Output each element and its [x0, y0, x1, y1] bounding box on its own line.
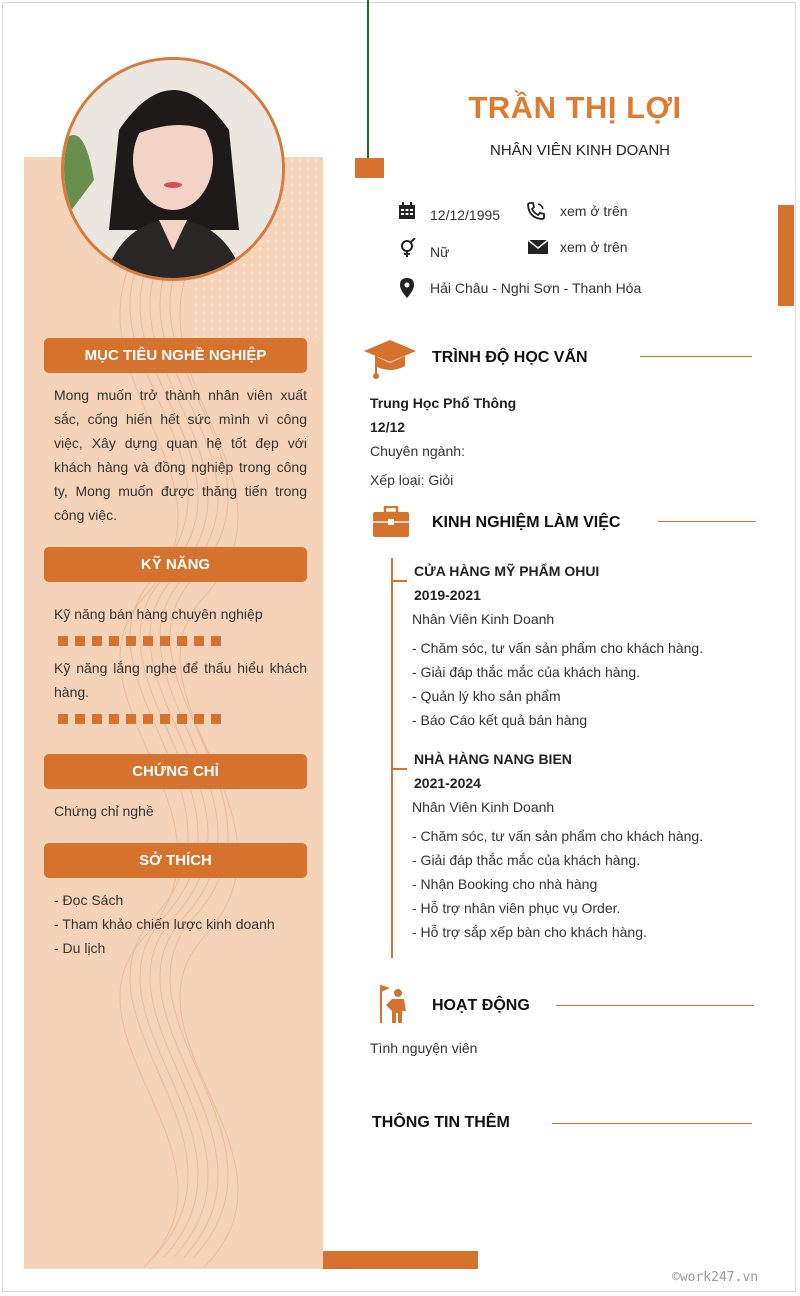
education-grade: Xếp loại: Giỏi [370, 472, 454, 488]
job-duty: - Báo Cáo kết quả bán hàng [412, 712, 588, 728]
certificates-heading: CHỨNG CHỈ [44, 754, 307, 789]
extra-info-heading: THÔNG TIN THÊM [372, 1114, 510, 1131]
job-duty: - Nhận Booking cho nhà hàng [412, 876, 598, 892]
education-major: Chuyên ngành: [370, 443, 465, 459]
timeline-line [391, 558, 393, 958]
experience-heading-line [658, 521, 756, 522]
activities-heading-line [556, 1005, 754, 1006]
education-heading-line [640, 356, 752, 357]
education-heading: TRÌNH ĐỘ HỌC VẤN [432, 349, 588, 366]
address-value: Hải Châu - Nghi Sơn - Thanh Hóa [430, 280, 642, 296]
certificates-text: Chứng chỉ nghề [54, 803, 154, 819]
job-duty: - Hỗ trợ sắp xếp bàn cho khách hàng. [412, 924, 647, 940]
timeline-tick [391, 580, 407, 582]
calendar-icon [398, 202, 416, 220]
hobbies-heading: SỞ THÍCH [44, 843, 307, 878]
top-divider-line [367, 0, 369, 160]
candidate-title: NHÂN VIÊN KINH DOANH [489, 142, 671, 159]
accent-square [355, 158, 384, 178]
accent-bottom-bar [323, 1251, 478, 1269]
job-duty: - Giải đáp thắc mắc của khách hàng. [412, 852, 641, 868]
accent-side-bar [778, 205, 794, 306]
skill-level-bar-1 [58, 633, 228, 643]
portrait-image [64, 60, 282, 278]
job-duty: - Chăm sóc, tư vấn sản phẩm cho khách hàng. [412, 828, 704, 844]
phone-value: xem ở trên [560, 203, 628, 219]
hobby-item: - Đọc Sách [54, 892, 124, 908]
education-period: 12/12 [370, 419, 406, 435]
job-position: Nhân Viên Kinh Doanh [412, 799, 555, 815]
birthday-value: 12/12/1995 [430, 207, 501, 223]
avatar [61, 57, 285, 281]
candidate-name: TRẦN THỊ LỢI [468, 90, 682, 125]
objective-heading: MỤC TIÊU NGHỀ NGHIỆP [44, 338, 307, 373]
briefcase-icon [372, 506, 410, 538]
timeline-tick [391, 768, 407, 770]
job-company: NHÀ HÀNG NANG BIEN [414, 751, 572, 767]
activities-heading: HOẠT ĐỘNG [432, 997, 530, 1014]
objective-text: Mong muốn trở thành nhân viên xuất sắc, cống hiến hết sức mình vì công việc, Xây dựng quan hệ tốt đẹp với khách hàng và đồng nghiệp trong công ty, Mong muốn được thăng tiến trong công việc. [54, 387, 307, 523]
gender-icon [399, 238, 417, 258]
skill-level-bar-2 [58, 711, 228, 721]
job-duty: - Hỗ trợ nhân viên phục vụ Order. [412, 900, 621, 916]
skill-label-2: Kỹ năng lắng nghe để thấu hiểu khách hàng. [54, 660, 307, 700]
skill-label-1: Kỹ năng bán hàng chuyên nghiệp [54, 606, 263, 622]
email-value: xem ở trên [560, 239, 628, 255]
gender-value: Nữ [430, 244, 450, 260]
phone-icon [526, 201, 546, 221]
job-company: CỬA HÀNG MỸ PHẨM OHUI [414, 563, 600, 579]
location-pin-icon [400, 278, 414, 298]
job-position: Nhân Viên Kinh Doanh [412, 611, 555, 627]
skills-heading: KỸ NĂNG [44, 547, 307, 582]
hobby-item: - Tham khảo chiến lược kinh doanh [54, 916, 275, 932]
education-school: Trung Học Phổ Thông [370, 395, 517, 411]
activities-text: Tình nguyện viên [370, 1040, 478, 1056]
job-period: 2021-2024 [414, 775, 481, 791]
graduation-cap-icon [362, 338, 418, 380]
extra-info-heading-line [552, 1123, 752, 1124]
job-duty: - Quản lý kho sản phẩm [412, 688, 561, 704]
volunteer-flag-icon [376, 983, 410, 1025]
job-duty: - Giải đáp thắc mắc của khách hàng. [412, 664, 641, 680]
email-icon [528, 240, 548, 254]
hobby-item: - Du lịch [54, 940, 106, 956]
job-period: 2019-2021 [414, 587, 481, 603]
watermark: ©work247.vn [672, 1270, 759, 1285]
experience-heading: KINH NGHIỆM LÀM VIỆC [432, 514, 621, 531]
job-duty: - Chăm sóc, tư vấn sản phẩm cho khách hàng. [412, 640, 704, 656]
